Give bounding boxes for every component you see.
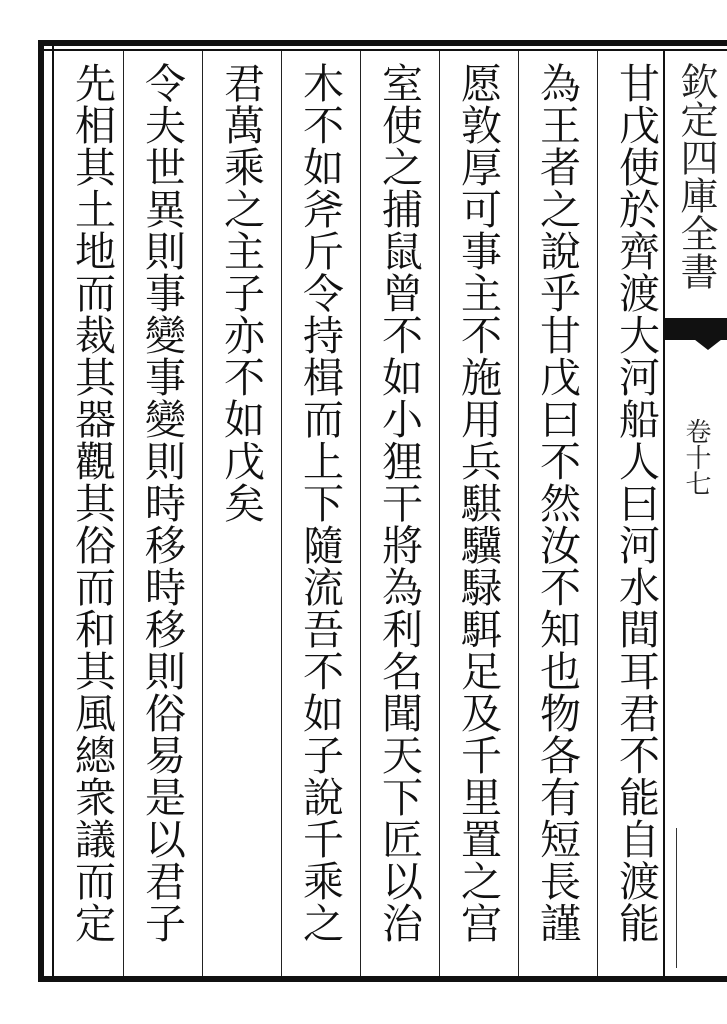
text-column-4: 室使之捕鼠曾不如小狸干將為利名聞天下匠以治	[375, 62, 423, 944]
fishtail-notch	[690, 336, 726, 350]
frame-top-border	[38, 40, 727, 46]
text-column-5: 木不如斧斤令持楫而上下隨流吾不如子說千乘之	[296, 62, 344, 944]
text-column-6: 君萬乘之主子亦不如戊矣	[217, 62, 265, 524]
margin-rule	[663, 51, 665, 976]
text-column-7: 令夫世異則事變事變則時移時移則俗易是以君子	[138, 62, 186, 944]
text-column-3: 愿敦厚可事主不施用兵騏驥騄駬足及千里置之宫	[454, 62, 502, 944]
frame-bottom-border	[38, 976, 727, 982]
frame-top-inner-border	[38, 49, 727, 51]
margin-bracket-line	[676, 828, 677, 968]
frame-left-border	[38, 40, 44, 982]
margin-book-title: 欽定四庫全書	[674, 62, 718, 290]
text-column-8: 先相其土地而裁其器觀其俗而和其風總衆議而定	[68, 62, 116, 944]
text-column-2: 為王者之說乎甘戊曰不然汝不知也物各有短長謹	[533, 62, 581, 944]
text-column-1: 甘戊使於齊渡大河船人曰河水間耳君不能自渡能	[612, 62, 660, 944]
margin-volume-number: 卷十七	[681, 418, 711, 496]
